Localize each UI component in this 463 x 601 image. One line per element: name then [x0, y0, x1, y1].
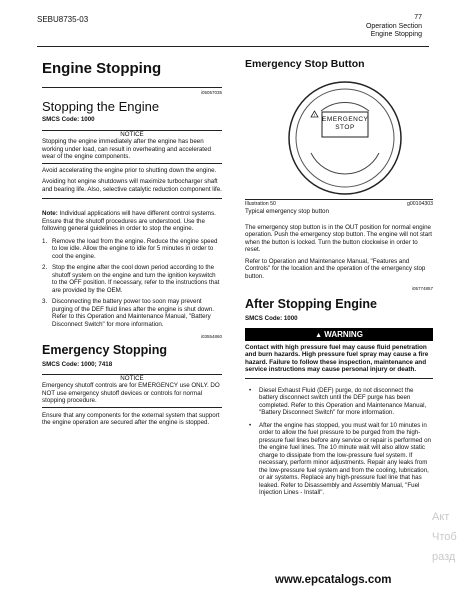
watermark-url: www.epcatalogs.com	[275, 574, 392, 586]
reference-code: i05057035	[200, 90, 222, 95]
warning-triangle-icon: ▲	[315, 331, 323, 339]
list-item	[42, 238, 222, 261]
illustration-ref: g00104303	[407, 201, 433, 207]
section-name: Operation Section	[365, 22, 422, 30]
svg-text:!: !	[313, 112, 315, 118]
list-item	[42, 264, 222, 294]
header-rule	[37, 46, 429, 47]
paragraph-avoid: Avoid accelerating the engine prior to shutting down the engine.	[42, 166, 217, 174]
emergency-stop-button-illustration	[245, 75, 433, 197]
steps-list	[42, 238, 222, 329]
section-heading-emergency: Emergency Stopping	[42, 343, 168, 357]
warning-label: WARNING	[324, 329, 363, 339]
step-text: Remove the load from the engine. Reduce the engine speed to low idle. Allow the engine to idle for 5 minutes in order to cool the engine.	[52, 237, 218, 260]
bullet-icon: •	[249, 421, 252, 429]
notice-text: Stopping the engine immediately after the engine has been working under load, can result in overheating and accelerated wear of the engine components.	[42, 138, 211, 160]
warning-banner	[245, 328, 433, 341]
notice-rule-top	[42, 130, 222, 131]
overlay-text: Акт	[432, 511, 450, 523]
smcs-code: SMCS Code: 1000	[42, 116, 95, 123]
smcs-code: SMCS Code: 1000; 7418	[42, 361, 113, 368]
paragraph-avoiding: Avoiding hot engine shutdowns will maximize turbocharger shaft and bearing life. Also, selective catalytic reduction component life.	[42, 178, 222, 193]
overlay-text: разд	[432, 551, 456, 563]
section-heading-stopping: Stopping the Engine	[42, 99, 160, 114]
bullet-icon: •	[249, 386, 252, 394]
notice-heading: NOTICE	[120, 130, 144, 138]
subsection-name: Engine Stopping	[370, 31, 422, 38]
document-id: SEBU8735-03	[37, 15, 89, 24]
title-rule	[42, 87, 222, 88]
step-number: 2.	[42, 264, 48, 271]
button-label-line1: EMERGENCY	[322, 116, 369, 123]
paragraph-estop: The emergency stop button is in the OUT position for normal engine operation. Push the emergency stop button. The engine will not start when the button is locked. Turn the button clockwise in order to reset.	[245, 223, 432, 253]
notice-rule-bottom	[42, 407, 222, 408]
notice-rule-top	[42, 374, 222, 375]
left-column	[42, 55, 222, 427]
paragraph-refer: Refer to Operation and Maintenance Manual, "Features and Controls" for the location and the operation of the emergency stop button.	[245, 257, 426, 280]
bullet-list	[245, 387, 433, 497]
warning-rule	[245, 378, 433, 379]
note-paragraph	[42, 210, 222, 233]
bullet-text: After the engine has stopped, you must wait for 10 minutes in order to allow the fuel pressure to be purged from the high-pressure fuel lines before any service or repair is performed on the engine fuel lines. The 10 minute wait will also allow static charge to dissipate from the low-pressure fuel system. If necessary, perform minor adjustments. Repair any leaks from the low-pressure fuel system and from the cooling, lubrication, or air systems. Replace any high-pressure fuel line that has leaked. Refer to Disassembly and Assembly Manual, "Fuel Injection Lines - Install".	[259, 421, 431, 497]
illustration	[245, 75, 433, 197]
overlay-text: Чтоб	[432, 531, 457, 543]
step-number: 1.	[42, 237, 48, 245]
illustration-label: Illustration 50	[245, 201, 276, 207]
illustration-meta	[245, 200, 433, 207]
section-heading-after: After Stopping Engine	[245, 297, 377, 311]
note-label: Note:	[42, 210, 58, 217]
warning-text: Contact with high pressure fuel may cause fluid penetration and burn hazards. High pressure fuel spray may cause a fire hazard. Failure to follow these inspection, maintenance and service instructions may cause personal injury or death.	[245, 343, 429, 374]
list-item	[245, 422, 433, 497]
note-text: Individual applications will have different control systems. Ensure that the shutoff procedures are understood. Use the following general guidelines in order to stop the engine.	[42, 210, 216, 232]
page-header	[366, 14, 422, 40]
step-text: Disconnecting the battery power too soon may prevent purging of the DEF fluid lines after the engine is shut down. Refer to this Operation and Maintenance Manual, "Battery Disconnect Switch" for more information.	[52, 298, 215, 328]
list-item	[245, 387, 433, 417]
smcs-code: SMCS Code: 1000	[245, 315, 298, 322]
reference-code: i05774857	[411, 286, 433, 291]
step-number: 3.	[42, 298, 48, 305]
page-number: 77	[414, 14, 422, 21]
main-title: Engine Stopping	[42, 60, 162, 77]
notice-rule-bottom	[42, 163, 222, 164]
reference-code: i03554860	[200, 334, 222, 339]
bullet-text: Diesel Exhaust Fluid (DEF) purge, do not disconnect the battery disconnect switch until the DEF purge has been completed. Refer to this Operation and Maintenance Manual, "Battery Disconnect Switch" for more information.	[259, 386, 427, 417]
notice-heading: NOTICE	[120, 374, 144, 382]
divider	[42, 198, 222, 199]
notice-text: Emergency shutoff controls are for EMERGENCY use ONLY. DO NOT use emergency shutoff devices or controls for normal stopping procedure.	[42, 382, 220, 404]
step-text: Stop the engine after the cool down period according to the shutoff system on the engine and turn the ignition keyswitch to the OFF position. If necessary, refer to the instructions that are provided by the OEM.	[52, 264, 220, 294]
button-label-line2: STOP	[335, 124, 355, 131]
illustration-caption: Typical emergency stop button	[245, 208, 329, 215]
right-column	[245, 58, 433, 502]
button-label	[322, 116, 368, 132]
list-item	[42, 298, 222, 328]
paragraph-ensure: Ensure that any components for the external system that support the engine operation are secured after the engine is stopped.	[42, 411, 220, 426]
section-heading-estop: Emergency Stop Button	[245, 58, 365, 70]
